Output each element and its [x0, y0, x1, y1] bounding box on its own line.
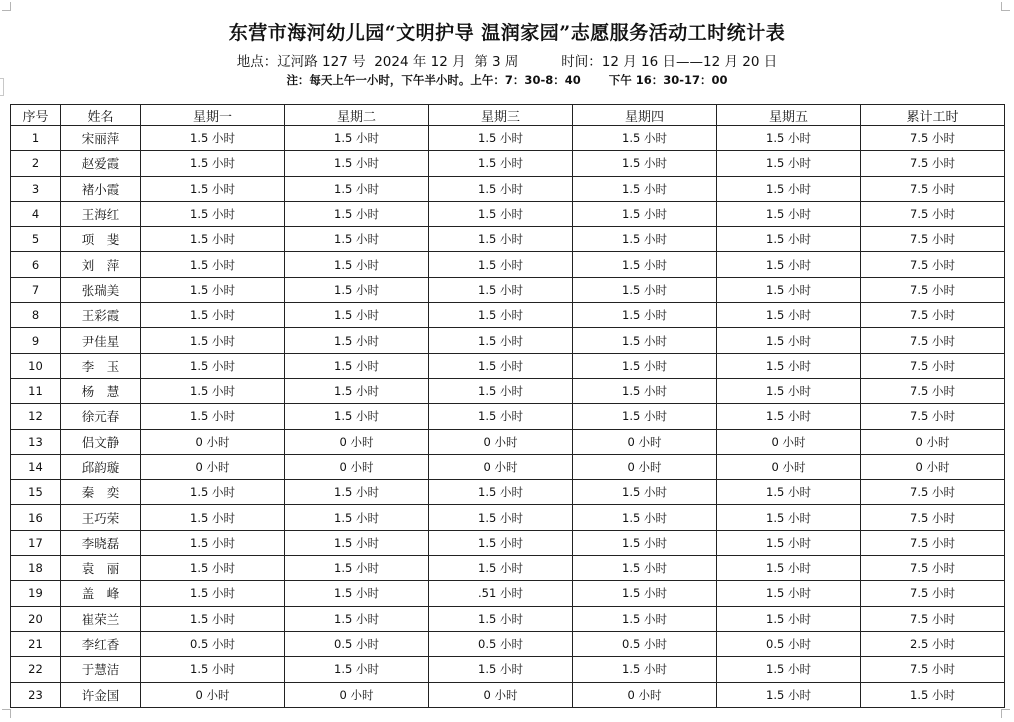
total-hours-cell: 7.5 小时	[861, 353, 1005, 378]
document-subtitle: 地点：辽河路 127 号 2024 年 12 月 第 3 周 时间：12 月 16 日——12 月 20 日	[236, 54, 778, 70]
monday-cell: 1.5 小时	[141, 151, 285, 176]
row-number-cell: 15	[11, 480, 61, 505]
tuesday-cell: 1.5 小时	[285, 404, 429, 429]
tuesday-cell: 1.5 小时	[285, 303, 429, 328]
name-cell: 宋丽萍	[61, 126, 141, 151]
thursday-cell: 1.5 小时	[573, 378, 717, 403]
monday-cell: 1.5 小时	[141, 227, 285, 252]
total-hours-cell: 7.5 小时	[861, 227, 1005, 252]
monday-cell: 1.5 小时	[141, 277, 285, 302]
document-note: 注：每天上午一小时，下午半小时。上午：7：30-8：40 下午 16：30-17：00	[286, 73, 728, 87]
page-corner-mark	[1001, 709, 1010, 718]
row-number-cell: 16	[11, 505, 61, 530]
table-row	[11, 505, 1005, 530]
row-number-cell: 7	[11, 277, 61, 302]
table-row	[11, 404, 1005, 429]
monday-cell: 1.5 小时	[141, 303, 285, 328]
tuesday-cell: 1.5 小时	[285, 252, 429, 277]
row-number-cell: 20	[11, 606, 61, 631]
monday-cell: 1.5 小时	[141, 505, 285, 530]
friday-cell: 1.5 小时	[717, 378, 861, 403]
total-hours-cell: 1.5 小时	[861, 682, 1005, 707]
friday-cell: 1.5 小时	[717, 530, 861, 555]
table-row	[11, 353, 1005, 378]
tuesday-cell: 0 小时	[285, 682, 429, 707]
hours-table	[10, 104, 1005, 708]
friday-cell: 1.5 小时	[717, 126, 861, 151]
friday-cell: 1.5 小时	[717, 657, 861, 682]
tuesday-cell: 1.5 小时	[285, 378, 429, 403]
thursday-cell: 1.5 小时	[573, 530, 717, 555]
thursday-cell: 1.5 小时	[573, 277, 717, 302]
name-cell: 许金国	[61, 682, 141, 707]
table-row	[11, 378, 1005, 403]
name-cell: 张瑞美	[61, 277, 141, 302]
tuesday-cell: 1.5 小时	[285, 328, 429, 353]
page-corner-mark	[1001, 2, 1010, 11]
wednesday-cell: 1.5 小时	[429, 227, 573, 252]
total-hours-cell: 7.5 小时	[861, 657, 1005, 682]
tuesday-cell: 1.5 小时	[285, 480, 429, 505]
friday-cell: 0 小时	[717, 429, 861, 454]
name-cell: 李晓磊	[61, 530, 141, 555]
wednesday-cell: 1.5 小时	[429, 126, 573, 151]
wednesday-cell: 1.5 小时	[429, 404, 573, 429]
name-cell: 徐元春	[61, 404, 141, 429]
monday-cell: 1.5 小时	[141, 581, 285, 606]
wednesday-cell: 1.5 小时	[429, 201, 573, 226]
wednesday-cell: 1.5 小时	[429, 505, 573, 530]
tuesday-cell: 1.5 小时	[285, 505, 429, 530]
row-number-cell: 23	[11, 682, 61, 707]
name-cell: 刘 萍	[61, 252, 141, 277]
row-number-cell: 11	[11, 378, 61, 403]
thursday-cell: 0 小时	[573, 454, 717, 479]
total-hours-cell: 0 小时	[861, 429, 1005, 454]
table-row	[11, 581, 1005, 606]
tuesday-cell: 1.5 小时	[285, 556, 429, 581]
thursday-cell: 1.5 小时	[573, 353, 717, 378]
page-corner-mark	[2, 709, 11, 718]
table-row	[11, 454, 1005, 479]
tuesday-cell: 1.5 小时	[285, 530, 429, 555]
thursday-cell: 1.5 小时	[573, 581, 717, 606]
monday-cell: 0 小时	[141, 454, 285, 479]
table-row	[11, 176, 1005, 201]
wednesday-cell: 1.5 小时	[429, 151, 573, 176]
header-cell: 星期五	[717, 105, 861, 126]
wednesday-cell: 1.5 小时	[429, 328, 573, 353]
monday-cell: 1.5 小时	[141, 606, 285, 631]
friday-cell: 1.5 小时	[717, 404, 861, 429]
tuesday-cell: 1.5 小时	[285, 227, 429, 252]
total-hours-cell: 7.5 小时	[861, 277, 1005, 302]
wednesday-cell: 0.5 小时	[429, 631, 573, 656]
row-number-cell: 19	[11, 581, 61, 606]
table-row	[11, 631, 1005, 656]
table-row	[11, 277, 1005, 302]
total-hours-cell: 7.5 小时	[861, 378, 1005, 403]
thursday-cell: 1.5 小时	[573, 201, 717, 226]
row-number-cell: 21	[11, 631, 61, 656]
total-hours-cell: 7.5 小时	[861, 581, 1005, 606]
monday-cell: 1.5 小时	[141, 480, 285, 505]
wednesday-cell: .51 小时	[429, 581, 573, 606]
friday-cell: 1.5 小时	[717, 353, 861, 378]
friday-cell: 1.5 小时	[717, 201, 861, 226]
header-cell: 星期三	[429, 105, 573, 126]
friday-cell: 1.5 小时	[717, 151, 861, 176]
thursday-cell: 0 小时	[573, 429, 717, 454]
name-cell: 杨 慧	[61, 378, 141, 403]
name-cell: 王海红	[61, 201, 141, 226]
header-row	[11, 105, 1005, 126]
monday-cell: 1.5 小时	[141, 530, 285, 555]
thursday-cell: 1.5 小时	[573, 227, 717, 252]
tuesday-cell: 1.5 小时	[285, 176, 429, 201]
thursday-cell: 0 小时	[573, 682, 717, 707]
name-cell: 袁 丽	[61, 556, 141, 581]
row-number-cell: 2	[11, 151, 61, 176]
header-cell: 姓名	[61, 105, 141, 126]
thursday-cell: 1.5 小时	[573, 303, 717, 328]
table-row	[11, 606, 1005, 631]
tuesday-cell: 1.5 小时	[285, 277, 429, 302]
thursday-cell: 1.5 小时	[573, 328, 717, 353]
name-cell: 秦 奕	[61, 480, 141, 505]
wednesday-cell: 0 小时	[429, 454, 573, 479]
wednesday-cell: 1.5 小时	[429, 480, 573, 505]
row-number-cell: 10	[11, 353, 61, 378]
friday-cell: 1.5 小时	[717, 682, 861, 707]
row-number-cell: 17	[11, 530, 61, 555]
thursday-cell: 1.5 小时	[573, 126, 717, 151]
tuesday-cell: 1.5 小时	[285, 353, 429, 378]
friday-cell: 1.5 小时	[717, 303, 861, 328]
total-hours-cell: 7.5 小时	[861, 151, 1005, 176]
total-hours-cell: 7.5 小时	[861, 252, 1005, 277]
total-hours-cell: 7.5 小时	[861, 303, 1005, 328]
friday-cell: 1.5 小时	[717, 252, 861, 277]
table-row	[11, 556, 1005, 581]
wednesday-cell: 1.5 小时	[429, 303, 573, 328]
header-cell: 累计工时	[861, 105, 1005, 126]
wednesday-cell: 1.5 小时	[429, 277, 573, 302]
header-cell: 序号	[11, 105, 61, 126]
document-title: 东营市海河幼儿园“文明护导 温润家园”志愿服务活动工时统计表	[228, 22, 786, 44]
total-hours-cell: 2.5 小时	[861, 631, 1005, 656]
row-number-cell: 22	[11, 657, 61, 682]
monday-cell: 1.5 小时	[141, 328, 285, 353]
friday-cell: 1.5 小时	[717, 328, 861, 353]
total-hours-cell: 7.5 小时	[861, 606, 1005, 631]
thursday-cell: 1.5 小时	[573, 176, 717, 201]
monday-cell: 1.5 小时	[141, 353, 285, 378]
friday-cell: 1.5 小时	[717, 277, 861, 302]
row-number-cell: 13	[11, 429, 61, 454]
name-cell: 李红香	[61, 631, 141, 656]
name-cell: 项 斐	[61, 227, 141, 252]
wednesday-cell: 0 小时	[429, 429, 573, 454]
table-row	[11, 227, 1005, 252]
name-cell: 盖 峰	[61, 581, 141, 606]
row-number-cell: 9	[11, 328, 61, 353]
row-number-cell: 14	[11, 454, 61, 479]
table-row	[11, 530, 1005, 555]
header-cell: 星期二	[285, 105, 429, 126]
tuesday-cell: 0 小时	[285, 454, 429, 479]
row-number-cell: 3	[11, 176, 61, 201]
name-cell: 李 玉	[61, 353, 141, 378]
thursday-cell: 1.5 小时	[573, 151, 717, 176]
thursday-cell: 1.5 小时	[573, 657, 717, 682]
table-row	[11, 201, 1005, 226]
wednesday-cell: 1.5 小时	[429, 530, 573, 555]
wednesday-cell: 1.5 小时	[429, 606, 573, 631]
thursday-cell: 1.5 小时	[573, 556, 717, 581]
monday-cell: 1.5 小时	[141, 404, 285, 429]
friday-cell: 1.5 小时	[717, 606, 861, 631]
total-hours-cell: 7.5 小时	[861, 404, 1005, 429]
wednesday-cell: 1.5 小时	[429, 657, 573, 682]
wednesday-cell: 0 小时	[429, 682, 573, 707]
wednesday-cell: 1.5 小时	[429, 556, 573, 581]
monday-cell: 0 小时	[141, 682, 285, 707]
header-cell: 星期四	[573, 105, 717, 126]
table-row	[11, 328, 1005, 353]
name-cell: 于慧洁	[61, 657, 141, 682]
row-number-cell: 4	[11, 201, 61, 226]
friday-cell: 1.5 小时	[717, 581, 861, 606]
tuesday-cell: 1.5 小时	[285, 657, 429, 682]
monday-cell: 1.5 小时	[141, 556, 285, 581]
name-cell: 尹佳星	[61, 328, 141, 353]
total-hours-cell: 0 小时	[861, 454, 1005, 479]
total-hours-cell: 7.5 小时	[861, 176, 1005, 201]
total-hours-cell: 7.5 小时	[861, 126, 1005, 151]
friday-cell: 1.5 小时	[717, 480, 861, 505]
name-cell: 王巧荣	[61, 505, 141, 530]
friday-cell: 0.5 小时	[717, 631, 861, 656]
row-number-cell: 12	[11, 404, 61, 429]
friday-cell: 1.5 小时	[717, 227, 861, 252]
table-row	[11, 126, 1005, 151]
name-cell: 王彩霞	[61, 303, 141, 328]
name-cell: 崔荣兰	[61, 606, 141, 631]
monday-cell: 1.5 小时	[141, 126, 285, 151]
wednesday-cell: 1.5 小时	[429, 176, 573, 201]
page-corner-mark	[2, 2, 11, 11]
friday-cell: 1.5 小时	[717, 556, 861, 581]
total-hours-cell: 7.5 小时	[861, 480, 1005, 505]
thursday-cell: 1.5 小时	[573, 606, 717, 631]
table-row	[11, 480, 1005, 505]
total-hours-cell: 7.5 小时	[861, 530, 1005, 555]
table-row	[11, 429, 1005, 454]
monday-cell: 1.5 小时	[141, 378, 285, 403]
friday-cell: 1.5 小时	[717, 505, 861, 530]
thursday-cell: 1.5 小时	[573, 404, 717, 429]
name-cell: 侣文静	[61, 429, 141, 454]
table-body	[11, 126, 1005, 708]
thursday-cell: 0.5 小时	[573, 631, 717, 656]
friday-cell: 1.5 小时	[717, 176, 861, 201]
row-number-cell: 1	[11, 126, 61, 151]
row-number-cell: 6	[11, 252, 61, 277]
monday-cell: 1.5 小时	[141, 201, 285, 226]
tuesday-cell: 1.5 小时	[285, 126, 429, 151]
monday-cell: 1.5 小时	[141, 176, 285, 201]
row-number-cell: 8	[11, 303, 61, 328]
row-number-cell: 18	[11, 556, 61, 581]
name-cell: 赵爱霞	[61, 151, 141, 176]
table-row	[11, 151, 1005, 176]
table-row	[11, 682, 1005, 707]
tuesday-cell: 1.5 小时	[285, 581, 429, 606]
tuesday-cell: 1.5 小时	[285, 606, 429, 631]
tuesday-cell: 1.5 小时	[285, 201, 429, 226]
monday-cell: 0 小时	[141, 429, 285, 454]
total-hours-cell: 7.5 小时	[861, 201, 1005, 226]
name-cell: 邱韵璇	[61, 454, 141, 479]
monday-cell: 0.5 小时	[141, 631, 285, 656]
tuesday-cell: 0 小时	[285, 429, 429, 454]
thursday-cell: 1.5 小时	[573, 480, 717, 505]
total-hours-cell: 7.5 小时	[861, 505, 1005, 530]
table-row	[11, 303, 1005, 328]
name-cell: 褚小霞	[61, 176, 141, 201]
table-row	[11, 252, 1005, 277]
wednesday-cell: 1.5 小时	[429, 378, 573, 403]
header-cell: 星期一	[141, 105, 285, 126]
table-row	[11, 657, 1005, 682]
tuesday-cell: 1.5 小时	[285, 151, 429, 176]
row-number-cell: 5	[11, 227, 61, 252]
monday-cell: 1.5 小时	[141, 252, 285, 277]
wednesday-cell: 1.5 小时	[429, 252, 573, 277]
thursday-cell: 1.5 小时	[573, 505, 717, 530]
monday-cell: 1.5 小时	[141, 657, 285, 682]
wednesday-cell: 1.5 小时	[429, 353, 573, 378]
total-hours-cell: 7.5 小时	[861, 328, 1005, 353]
friday-cell: 0 小时	[717, 454, 861, 479]
thursday-cell: 1.5 小时	[573, 252, 717, 277]
tuesday-cell: 0.5 小时	[285, 631, 429, 656]
total-hours-cell: 7.5 小时	[861, 556, 1005, 581]
